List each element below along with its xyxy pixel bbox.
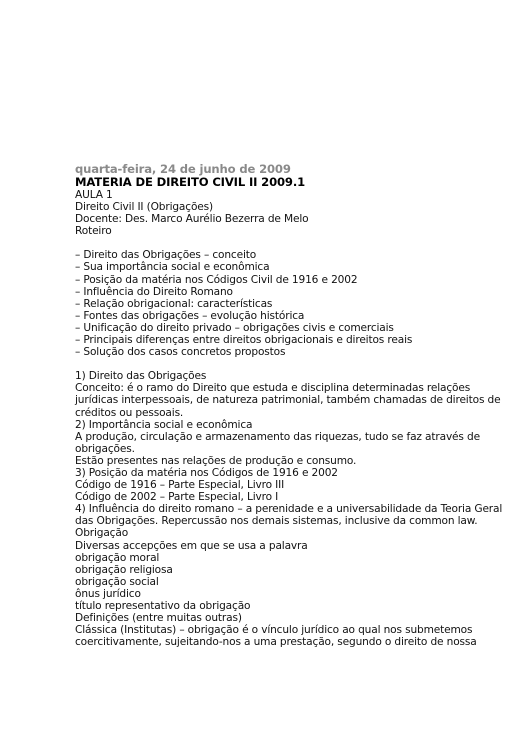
- classica-text: Clássica (Institutas) – obrigação é o vínculo jurídico ao qual nos submetemos coercitivamente, sujeitando-nos a uma prestação, segundo o direito de nossa: [75, 624, 477, 649]
- section-4-text: 4) Influência do direito romano – a perenidade e a universabilidade da Teoria Geral das Obrigações. Repercussão nos demais sistemas, inclusive da common law.: [75, 503, 503, 528]
- acepcao-item: obrigação moral: [75, 551, 160, 564]
- roteiro-list: [75, 249, 505, 358]
- obrigacao-heading: Obrigação: [75, 527, 129, 540]
- section-3-line-1: Código de 1916 – Parte Especial, Livro III: [75, 479, 285, 492]
- section-2-heading: 2) Importância social e econômica: [75, 418, 253, 431]
- section-1-heading: 1) Direito das Obrigações: [75, 370, 207, 383]
- roteiro-item: – Direito das Obrigações – conceito: [75, 249, 257, 262]
- section-3-line-2: Código de 2002 – Parte Especial, Livro I: [75, 491, 279, 504]
- acepcao-item: obrigação social: [75, 575, 159, 588]
- roteiro-item: – Fontes das obrigações – evolução histórica: [75, 309, 305, 322]
- spacer: [75, 237, 505, 249]
- header-line-aula: AULA 1: [75, 189, 113, 201]
- acepcao-item: obrigação religiosa: [75, 563, 173, 576]
- acepcao-item: ônus jurídico: [75, 587, 141, 600]
- section-2-text-2: Estão presentes nas relações de produção e consumo.: [75, 454, 357, 467]
- roteiro-item: – Principais diferenças entre direitos obrigacionais e direitos reais: [75, 334, 413, 347]
- post-title: MATERIA DE DIREITO CIVIL II 2009.1: [75, 175, 306, 189]
- roteiro-item: – Posição da matéria nos Códigos Civil de 1916 e 2002: [75, 273, 358, 286]
- header-line-roteiro: Roteiro: [75, 225, 112, 238]
- roteiro-item: – Relação obrigacional: características: [75, 297, 273, 310]
- definicoes-line: Definições (entre muitas outras): [75, 612, 242, 625]
- header-line-disciplina: Direito Civil II (Obrigações): [75, 201, 214, 214]
- acepcao-item: título representativo da obrigação: [75, 600, 251, 612]
- roteiro-item: – Unificação do direito privado – obrigações civis e comerciais: [75, 321, 394, 334]
- spacer: [75, 358, 505, 370]
- section-2-text: A produção, circulação e armazenamento das riquezas, tudo se faz através de obrigações.: [75, 430, 480, 455]
- roteiro-item: – Solução dos casos concretos propostos: [75, 346, 286, 359]
- post-date: quarta-feira, 24 de junho de 2009: [75, 162, 291, 176]
- document-page: [75, 163, 505, 648]
- roteiro-item: – Sua importância social e econômica: [75, 261, 270, 274]
- section-1-text: Conceito: é o ramo do Direito que estuda e disciplina determinadas relações jurídicas interpessoais, de natureza patrimonial, também chamadas de direitos de créditos ou pessoais.: [75, 382, 501, 419]
- section-3-heading: 3) Posição da matéria nos Códigos de 1916 e 2002: [75, 466, 338, 479]
- header-line-docente: Docente: Des. Marco Aurélio Bezerra de Melo: [75, 213, 309, 226]
- acepcoes-line: Diversas accepções em que se usa a palavra: [75, 539, 308, 552]
- roteiro-item: – Influência do Direito Romano: [75, 285, 233, 298]
